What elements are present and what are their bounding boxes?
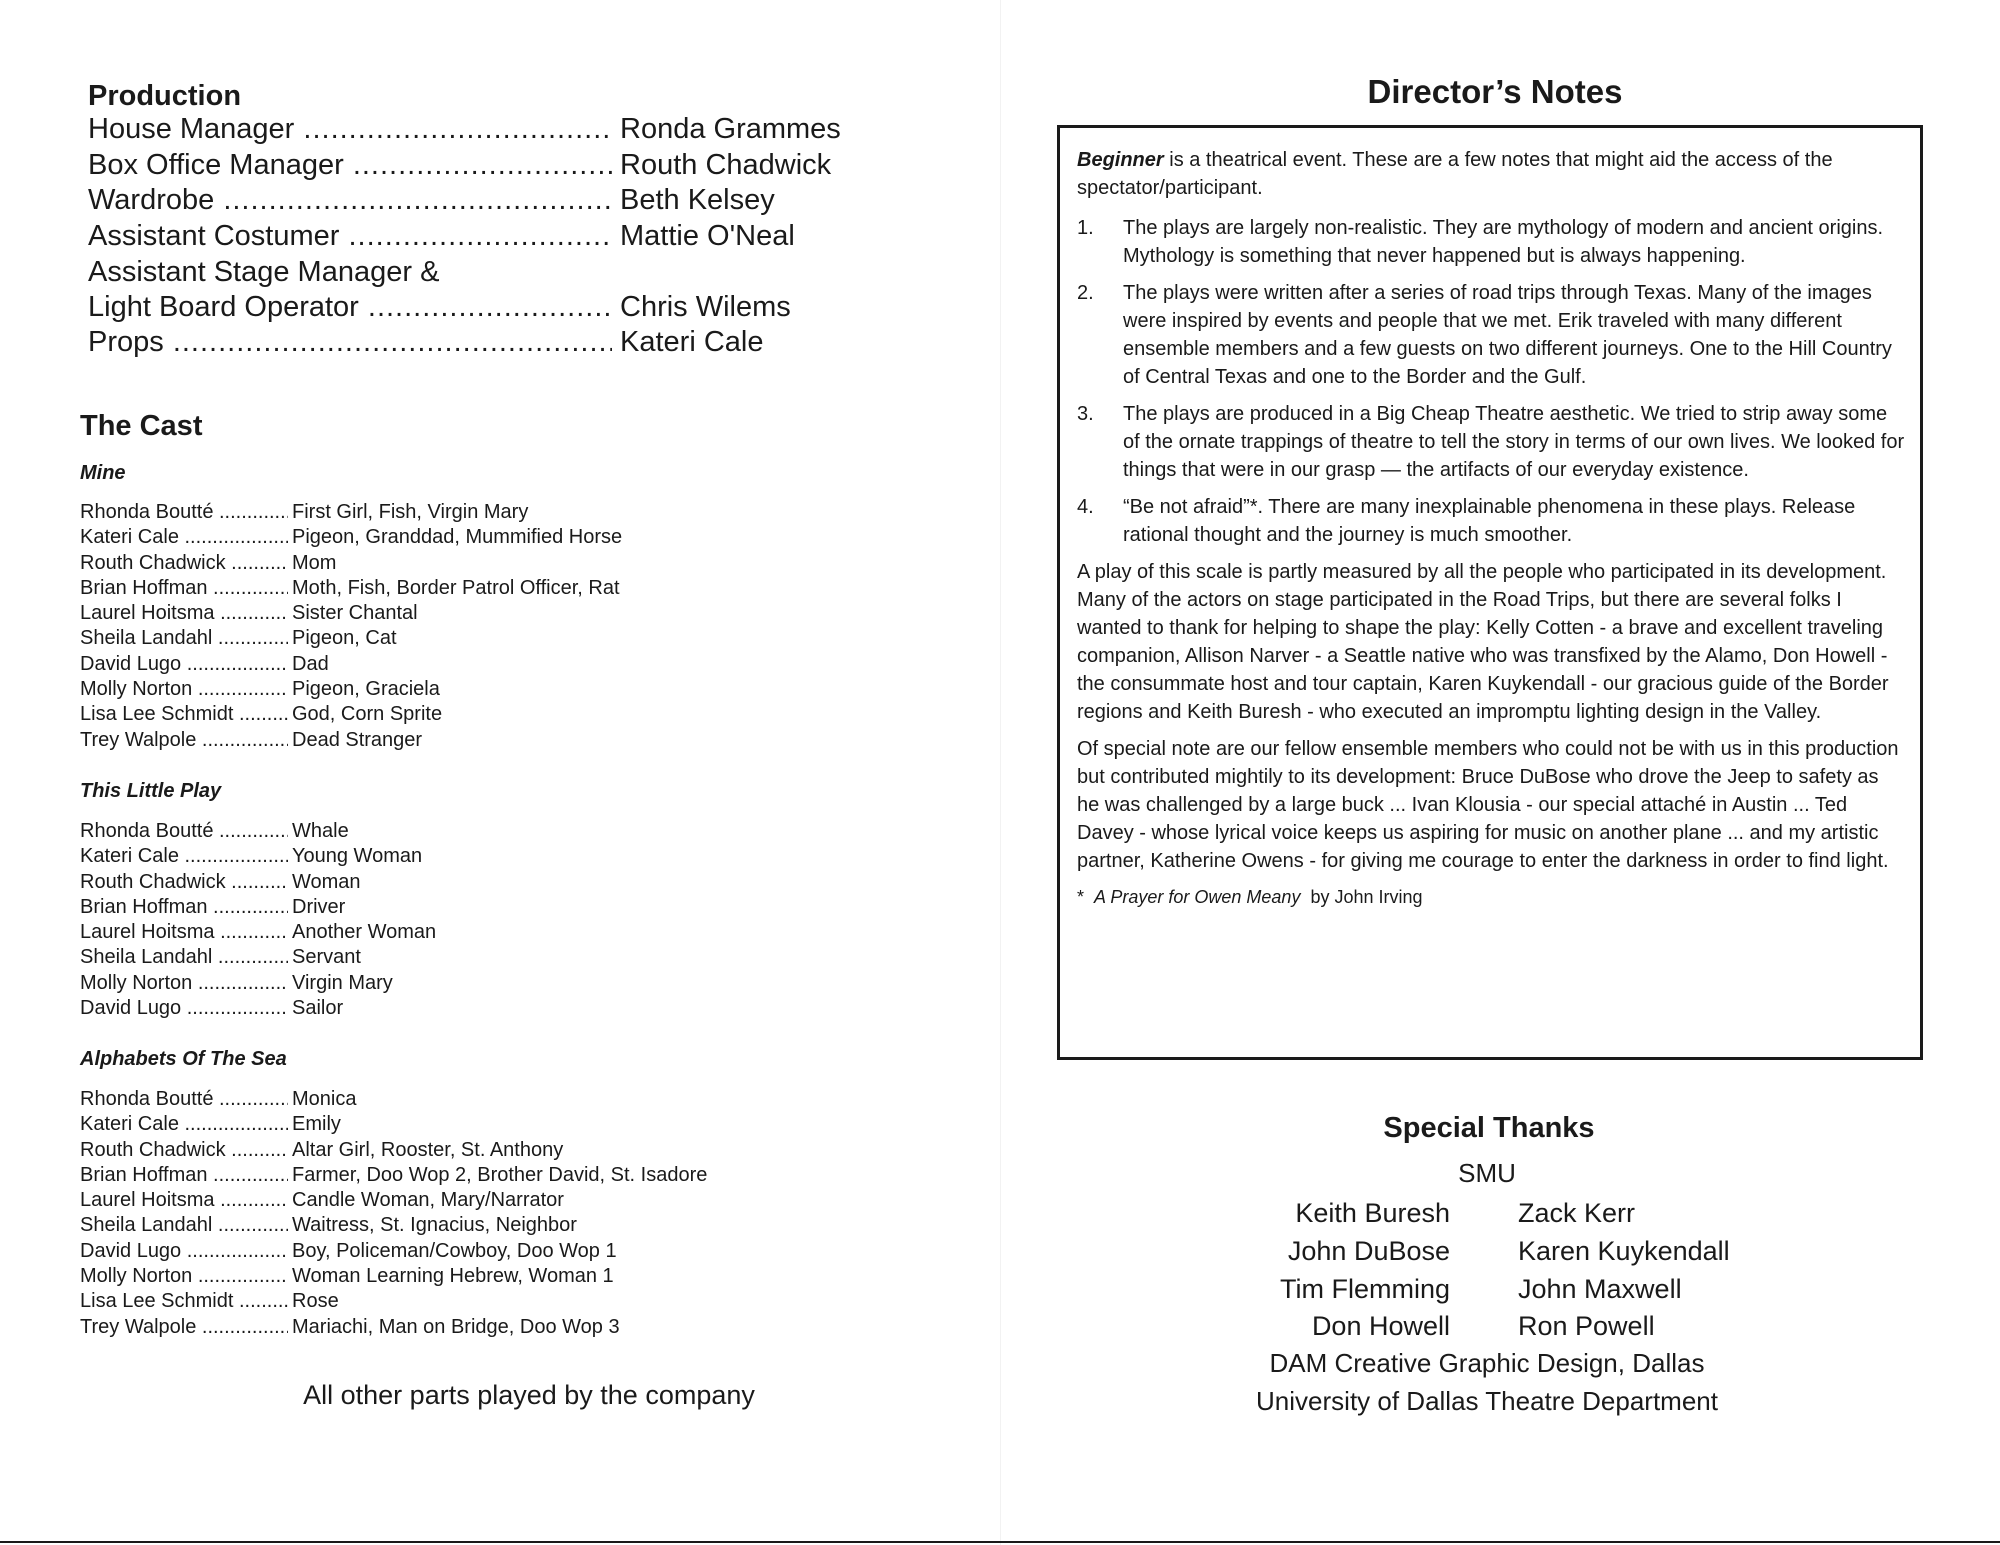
production-heading: Production	[88, 80, 242, 112]
cast-actor: Laurel Hoitsma .....	[80, 1188, 288, 1213]
cast-actor: Rhonda Boutté .....	[80, 500, 288, 525]
cast-role: Dad	[292, 652, 329, 675]
note-text: The plays were written after a series of road trips through Texas. Many of the images were inspired by events and people that we met. Erik traveled with many different ensemble members and a few guests on two different journeys. One to the Hill Country of Central Texas and one to the Border and the Gulf.	[1123, 282, 1892, 388]
cast-actor: Trey Walpole .....	[80, 1315, 288, 1340]
cast-actor: Routh Chadwick .....	[80, 551, 288, 576]
cast-footer: All other parts played by the company	[303, 1380, 755, 1410]
cast-actor: Sheila Landahl .....	[80, 1213, 288, 1238]
production-row	[88, 220, 848, 256]
intro-text: is a theatrical event. These are a few notes that might aid the access of the spectator/participant.	[1077, 149, 1833, 199]
cast-actor: Kateri Cale .....	[80, 844, 288, 869]
production-list	[88, 113, 848, 362]
cast-row	[80, 576, 840, 601]
cast-row	[80, 1315, 840, 1340]
thanks-name: Tim Flemming	[1279, 1273, 1450, 1304]
footnote-star: *	[1077, 887, 1085, 907]
production-role: Wardrobe .....	[88, 184, 612, 217]
cast-actor: David Lugo .....	[80, 996, 288, 1021]
thanks-row	[1240, 1271, 1740, 1309]
cast-actor: Rhonda Boutté .....	[80, 819, 288, 844]
cast-row	[80, 500, 840, 525]
cast-row	[80, 895, 840, 920]
cast-role: Woman Learning Hebrew, Woman 1	[292, 1265, 614, 1288]
thanks-name: Don Howell	[1311, 1311, 1450, 1342]
special-thanks-org: DAM Creative Graphic Design, Dallas	[1269, 1348, 1705, 1378]
cast-role: Emily	[292, 1113, 341, 1136]
thanks-name: Karen Kuykendall	[1518, 1235, 1730, 1266]
cast-role: Sister Chantal	[292, 602, 418, 625]
thanks-name: Zack Kerr	[1518, 1198, 1636, 1228]
thanks-name: John DuBose	[1287, 1235, 1450, 1266]
cast-actor: Molly Norton .....	[80, 677, 288, 702]
note-number: 4.	[1077, 496, 1094, 518]
cast-row	[80, 996, 840, 1021]
cast-row	[80, 652, 840, 677]
cast-role: Moth, Fish, Border Patrol Officer, Rat	[292, 576, 620, 599]
cast-actor: Sheila Landahl .....	[80, 945, 288, 970]
cast-row	[80, 728, 840, 753]
cast-actor: Brian Hoffman .....	[80, 576, 288, 601]
cast-role: Servant	[292, 946, 361, 969]
production-role: Props .....	[88, 326, 612, 359]
cast-actor: Routh Chadwick .....	[80, 1138, 288, 1163]
cast-row	[80, 525, 840, 550]
note-text: The plays are produced in a Big Cheap Theatre aesthetic. We tried to strip away some of the ornate trappings of theatre to tell the story in terms of our own lives. We looked for things that were in our grasp — the artifacts of our everyday existence.	[1123, 403, 1905, 481]
cast-role: Monica	[292, 1088, 357, 1110]
cast-list	[80, 1087, 840, 1340]
cast-role: Whale	[292, 820, 349, 842]
production-row	[88, 326, 848, 362]
cast-row	[80, 702, 840, 727]
cast-actor: Routh Chadwick .....	[80, 870, 288, 895]
cast-role: Candle Woman, Mary/Narrator	[292, 1189, 564, 1212]
production-role-asm: Assistant Stage Manager &	[88, 256, 440, 288]
cast-role: Dead Stranger	[292, 728, 423, 751]
cast-role: Sailor	[292, 997, 344, 1020]
cast-row	[80, 971, 840, 996]
cast-row	[80, 677, 840, 702]
cast-actor: Laurel Hoitsma .....	[80, 601, 288, 626]
cast-row	[80, 920, 840, 945]
cast-row	[80, 945, 840, 970]
production-role: Light Board Operator .....	[88, 291, 612, 324]
directors-notes-box	[1057, 125, 1923, 1060]
cast-row	[80, 1213, 840, 1238]
cast-actor: Kateri Cale .....	[80, 525, 288, 550]
cast-role: Pigeon, Cat	[292, 627, 397, 650]
cast-role: Mariachi, Man on Bridge, Doo Wop 3	[292, 1315, 620, 1338]
cast-role: Pigeon, Granddad, Mummified Horse	[292, 526, 623, 549]
cast-row	[80, 1163, 840, 1188]
footnote-title: A Prayer for Owen Meany	[1094, 887, 1301, 907]
thanks-name: Keith Buresh	[1295, 1198, 1450, 1228]
footnote-author: by John Irving	[1310, 887, 1423, 907]
cast-section-title: Alphabets Of The Sea	[80, 1048, 287, 1070]
special-thanks-names	[1240, 1195, 1740, 1346]
note-number: 1.	[1077, 217, 1094, 239]
special-thanks-smu: SMU	[1458, 1158, 1516, 1188]
cast-list	[80, 500, 840, 753]
production-role: Box Office Manager .....	[88, 149, 612, 182]
cast-role: Virgin Mary	[292, 971, 393, 994]
cast-row	[80, 626, 840, 651]
cast-role: Pigeon, Graciela	[292, 678, 440, 701]
cast-section-title: Mine	[80, 462, 126, 484]
cast-role: Another Woman	[292, 921, 437, 944]
special-thanks-heading: Special Thanks	[1383, 1112, 1595, 1144]
cast-role: Boy, Policeman/Cowboy, Doo Wop 1	[292, 1239, 617, 1262]
cast-actor: David Lugo .....	[80, 1239, 288, 1264]
directors-notes-intro	[1077, 146, 1906, 202]
production-name: Ronda Grammes	[620, 113, 841, 145]
cast-role: Young Woman	[292, 845, 423, 868]
note-number: 2.	[1077, 282, 1094, 304]
production-role: Assistant Costumer .....	[88, 220, 612, 253]
cast-row	[80, 551, 840, 576]
cast-row	[80, 870, 840, 895]
bottom-edge-line	[0, 1541, 2000, 1543]
cast-role: First Girl, Fish, Virgin Mary	[292, 501, 529, 523]
thanks-row	[1240, 1308, 1740, 1346]
note-item	[1077, 493, 1906, 549]
cast-row	[80, 601, 840, 626]
production-row	[88, 113, 848, 149]
cast-role: Driver	[292, 895, 346, 918]
note-text: “Be not afraid”*. There are many inexplainable phenomena in these plays. Release rational thought and the journey is much smoother.	[1123, 496, 1856, 546]
cast-role: God, Corn Sprite	[292, 703, 443, 726]
cast-section-title: This Little Play	[80, 780, 222, 802]
production-row	[88, 184, 848, 220]
directors-notes-heading: Director’s Notes	[1367, 73, 1623, 110]
cast-role: Rose	[292, 1290, 339, 1313]
production-name: Mattie O'Neal	[620, 219, 795, 252]
cast-role: Woman	[292, 870, 361, 893]
cast-actor: Brian Hoffman .....	[80, 895, 288, 920]
thanks-row	[1240, 1233, 1740, 1271]
cast-row	[80, 1289, 840, 1314]
cast-actor: Trey Walpole .....	[80, 728, 288, 753]
cast-actor: Lisa Lee Schmidt .....	[80, 1289, 288, 1314]
cast-heading: The Cast	[80, 410, 203, 442]
cast-actor: Molly Norton .....	[80, 971, 288, 996]
special-thanks-org: University of Dallas Theatre Department	[1256, 1386, 1718, 1416]
cast-actor: David Lugo .....	[80, 652, 288, 677]
note-text: The plays are largely non-realistic. They are mythology of modern and ancient origins. Mythology is something that never happened but is always happening.	[1123, 217, 1884, 267]
thanks-row	[1240, 1195, 1740, 1233]
cast-actor: Molly Norton .....	[80, 1264, 288, 1289]
cast-actor: Brian Hoffman .....	[80, 1163, 288, 1188]
page-fold-divider	[1000, 0, 1001, 1545]
cast-row	[80, 1188, 840, 1213]
cast-list	[80, 819, 840, 1021]
cast-row	[80, 1138, 840, 1163]
note-number: 3.	[1077, 403, 1094, 425]
notes-paragraph: A play of this scale is partly measured by all the people who participated in its development. Many of the actors on stage participated in the Road Trips, but there are several folks I wanted to thank for helping to shape the play: Kelly Cotten - a brave and excellent traveling companion, Allison Narver - a Seattle native who was transfixed by the Alamo, Don Howell - the consummate host and tour captain, Karen Kuykendall - our gracious guide of the Border regions and Keith Buresh - who executed an impromptu lighting design in the Valley.	[1077, 561, 1889, 723]
production-role: House Manager .....	[88, 113, 612, 146]
production-name: Beth Kelsey	[620, 184, 775, 216]
cast-row	[80, 1112, 840, 1137]
note-item	[1077, 400, 1906, 484]
cast-actor: Lisa Lee Schmidt .....	[80, 702, 288, 727]
cast-row	[80, 844, 840, 869]
cast-actor: Laurel Hoitsma .....	[80, 920, 288, 945]
notes-paragraph: Of special note are our fellow ensemble members who could not be with us in this production but contributed mightily to its development: Bruce DuBose who drove the Jeep to safety as he was challenged by a large buck ... Ivan Klousia - our special attaché in Austin ... Ted Davey - whose lyrical voice keeps us aspiring for music on another plane ... and my artistic partner, Katherine Owens - for giving me courage to enter the darkness in order to find light.	[1077, 738, 1899, 872]
cast-row	[80, 1239, 840, 1264]
cast-row	[80, 1087, 840, 1112]
notes-footnote	[1077, 883, 1906, 911]
cast-row	[80, 1264, 840, 1289]
thanks-name: John Maxwell	[1518, 1273, 1682, 1304]
cast-actor: Kateri Cale .....	[80, 1112, 288, 1137]
thanks-name: Ron Powell	[1518, 1311, 1655, 1342]
cast-role: Farmer, Doo Wop 2, Brother David, St. Isadore	[292, 1163, 708, 1186]
production-row	[88, 291, 848, 327]
note-item	[1077, 214, 1906, 270]
cast-role: Waitress, St. Ignacius, Neighbor	[292, 1214, 577, 1237]
cast-role: Altar Girl, Rooster, St. Anthony	[292, 1138, 564, 1161]
cast-actor: Sheila Landahl .....	[80, 626, 288, 651]
cast-role: Mom	[292, 551, 337, 574]
note-item	[1077, 279, 1906, 391]
production-row	[88, 149, 848, 185]
production-name: Chris Wilems	[620, 290, 791, 323]
production-name: Kateri Cale	[620, 326, 764, 358]
intro-title: Beginner	[1077, 149, 1164, 171]
cast-actor: Rhonda Boutté .....	[80, 1087, 288, 1112]
cast-row	[80, 819, 840, 844]
production-name: Routh Chadwick	[620, 148, 832, 181]
